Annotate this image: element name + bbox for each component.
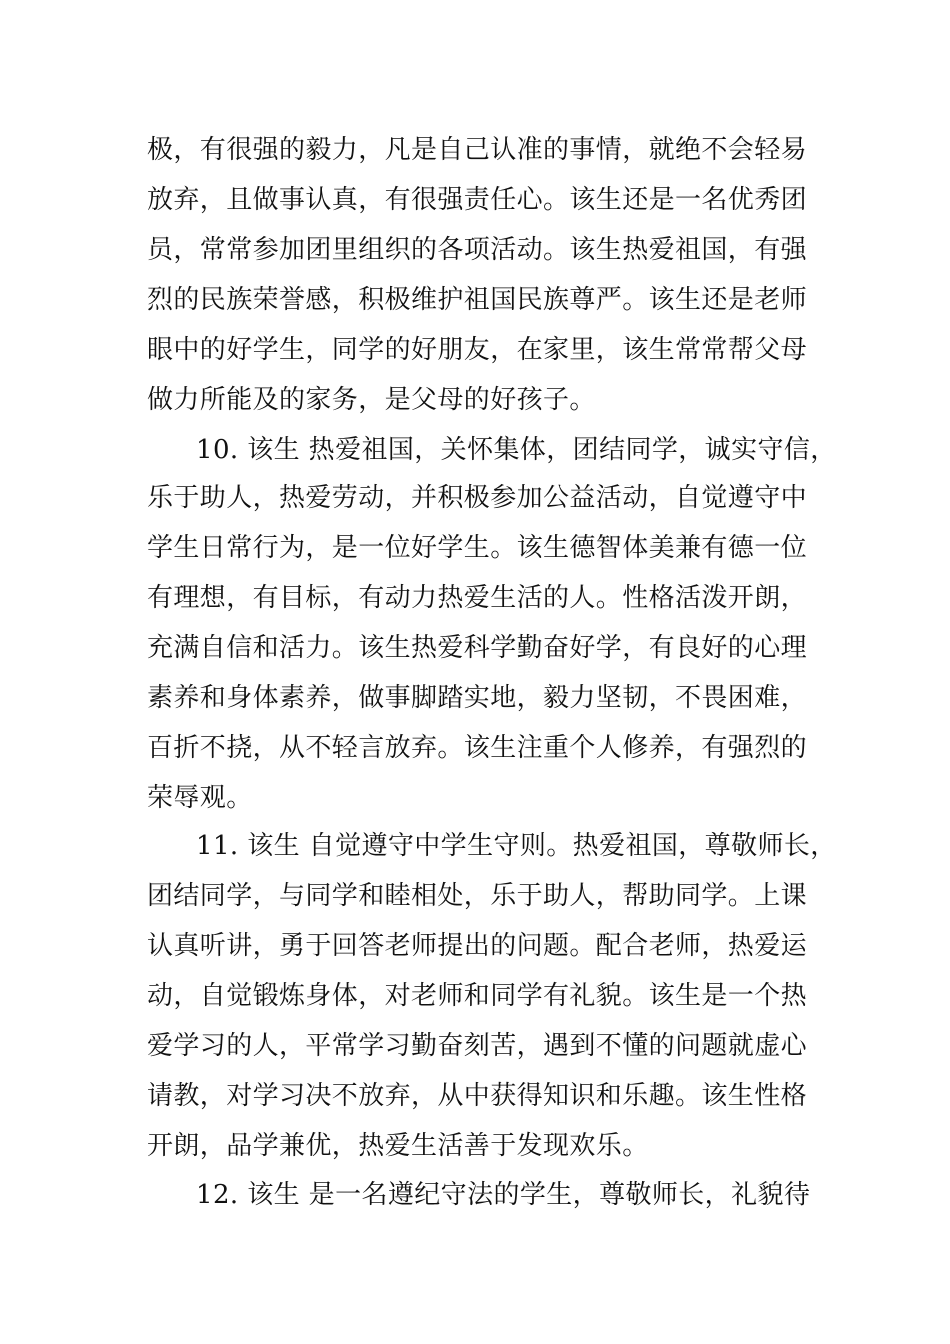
text-line: 极，有很强的毅力，凡是自己认准的事情，就绝不会轻易 bbox=[147, 135, 808, 165]
text-line: 荣辱观。 bbox=[147, 783, 253, 813]
text-line: 素养和身体素养，做事脚踏实地，毅力坚韧，不畏困难， bbox=[147, 683, 808, 713]
text-line: 做力所能及的家务，是父母的好孩子。 bbox=[147, 385, 596, 415]
text-line: 烈的民族荣誉感，积极维护祖国民族尊严。该生还是老师 bbox=[147, 285, 808, 315]
paragraph-11-first-line: 11. 该生 自觉遵守中学生守则。热爱祖国，尊敬师长， bbox=[196, 831, 837, 861]
text-line: 爱学习的人，平常学习勤奋刻苦，遇到不懂的问题就虚心 bbox=[147, 1031, 808, 1061]
text-line: 乐于助人，热爱劳动，并积极参加公益活动，自觉遵守中 bbox=[147, 483, 808, 513]
text-line: 有理想，有目标，有动力热爱生活的人。性格活泼开朗， bbox=[147, 583, 808, 613]
text-line: 百折不挠，从不轻言放弃。该生注重个人修养，有强烈的 bbox=[147, 733, 808, 763]
text-line: 充满自信和活力。该生热爱科学勤奋好学，有良好的心理 bbox=[147, 633, 808, 663]
text-line: 团结同学，与同学和睦相处，乐于助人，帮助同学。上课 bbox=[147, 881, 808, 911]
text-line: 员，常常参加团里组织的各项活动。该生热爱祖国，有强 bbox=[147, 235, 808, 265]
paragraph-12-first-line: 12. 该生 是一名遵纪守法的学生，尊敬师长，礼貌待 bbox=[196, 1180, 811, 1210]
text-line: 放弃，且做事认真，有很强责任心。该生还是一名优秀团 bbox=[147, 185, 808, 215]
text-line: 开朗，品学兼优，热爱生活善于发现欢乐。 bbox=[147, 1131, 649, 1161]
text-line: 学生日常行为，是一位好学生。该生德智体美兼有德一位 bbox=[147, 533, 808, 563]
text-line: 认真听讲，勇于回答老师提出的问题。配合老师，热爱运 bbox=[147, 931, 808, 961]
text-line: 请教，对学习决不放弃，从中获得知识和乐趣。该生性格 bbox=[147, 1081, 808, 1111]
text-line: 眼中的好学生，同学的好朋友，在家里，该生常常帮父母 bbox=[147, 335, 808, 365]
text-line: 动，自觉锻炼身体，对老师和同学有礼貌。该生是一个热 bbox=[147, 981, 808, 1011]
paragraph-10-first-line: 10. 该生 热爱祖国，关怀集体，团结同学，诚实守信， bbox=[196, 435, 837, 465]
